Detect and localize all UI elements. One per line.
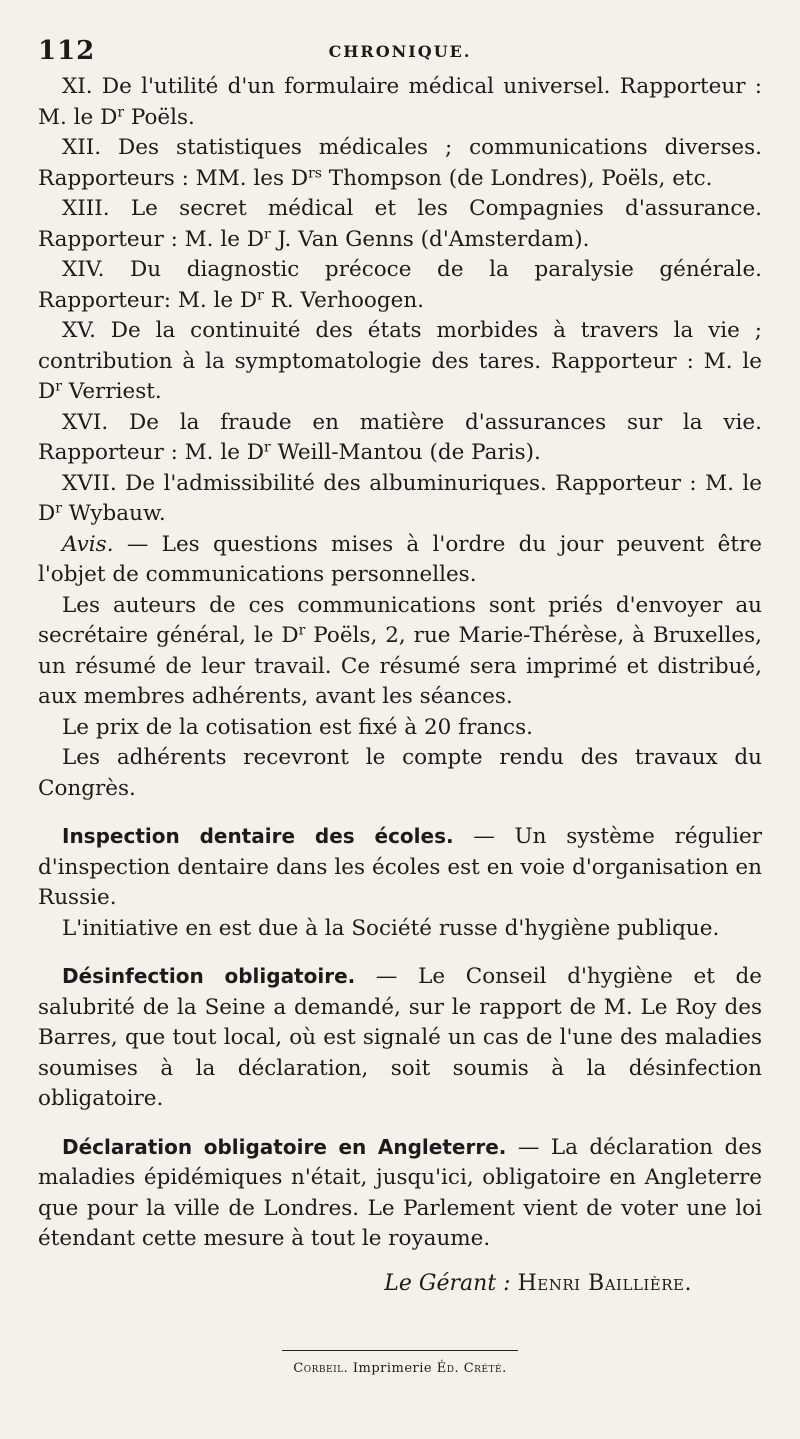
agenda-item-xi: XI. De l'utilité d'un formulaire médical universel. Rapporteur : M. le $D^r$ Poëls.: [38, 74, 762, 130]
imprint-city: Corbeil.: [293, 1360, 349, 1376]
agenda-item-xvii: XVII. De l'admissibilité des albuminuriques. Rapporteur : M. le $D^r$ Wybauw.: [38, 470, 762, 526]
signature-title: Le Gérant :: [384, 1270, 511, 1296]
cotisation-paragraph: Le prix de la cotisation est fixé à 20 francs.: [62, 714, 533, 740]
note-declaration-angleterre: Déclaration obligatoire en Angleterre. — La déclaration des maladies épidémiques n'était, jusqu'ici, obligatoire en Angleterre que pour la ville de Londres. Le Parlement vient de voter une loi étendant cette mesure à tout le royaume.: [38, 1134, 763, 1251]
note-heading: Inspection dentaire des écoles.: [62, 824, 454, 848]
agenda-item-xiii: XIII. Le secret médical et les Compagnies d'assurance. Rapporteur : M. le $D^r$ J. Van Genns (d'Amsterdam).: [38, 196, 762, 252]
adherents-paragraph: Les adhérents recevront le compte rendu des travaux du Congrès.: [38, 745, 762, 801]
note-inspection-dentaire: Inspection dentaire des écoles. — Un système régulier d'inspection dentaire dans les écoles est en voie d'organisation en Russie.: [38, 824, 762, 910]
authors-paragraph: Les auteurs de ces communications sont priés d'envoyer au secrétaire général, le $D^r$ Poëls, 2, rue Marie-Thérèse, à Bruxelles, un résumé de leur travail. Ce résumé sera imprimé et distribué, aux membres adhérents, avant les séances.: [38, 592, 762, 709]
agenda-item-xii: XII. Des statistiques médicales ; communications diverses. Rapporteurs : MM. les $D^{rs}$ Thompson (de Londres), Poëls, etc.: [38, 135, 762, 191]
printer-imprint: Corbeil. Imprimerie Éd. Crété.: [293, 1360, 507, 1376]
note-heading: Déclaration obligatoire en Angleterre.: [62, 1134, 507, 1159]
signature-name: Henri Baillière.: [517, 1270, 692, 1296]
avis-paragraph: Avis. — Les questions mises à l'ordre du jour peuvent être l'objet de communications personnelles.: [38, 531, 762, 587]
avis-label: Avis.: [62, 531, 114, 557]
page-number: 112: [38, 36, 96, 66]
agenda-item-xv: XV. De la continuité des états morbides à travers la vie ; contribution à la symptomatologie des tares. Rapporteur : M. le $D^r$ Verriest.: [38, 318, 762, 404]
running-head: [38, 28, 762, 72]
running-title: CHRONIQUE.: [328, 42, 472, 61]
article-body: [38, 72, 762, 1255]
footer-rule: [282, 1350, 518, 1351]
note-desinfection: Désinfection obligatoire. — Le Conseil d'hygiène et de salubrité de la Seine a demandé, sur le rapport de M. Le Roy des Barres, que tout local, où est signalé un cas de l'une des maladies soumises à la déclaration, soit soumis à la désinfection obligatoire.: [38, 964, 762, 1111]
signature: [38, 1271, 762, 1296]
note-heading: Désinfection obligatoire.: [62, 964, 356, 988]
agenda-item-xiv: XIV. Du diagnostic précoce de la paralysie générale. Rapporteur: M. le $D^r$ R. Verhoogen.: [38, 257, 762, 313]
agenda-item-xvi: XVI. De la fraude en matière d'assurances sur la vie. Rapporteur : M. le $D^r$ Weill-Mantou (de Paris).: [38, 409, 762, 465]
note-inspection-continuation: L'initiative en est due à la Société russe d'hygiène publique.: [62, 915, 720, 941]
imprint-printer: Éd. Crété.: [436, 1360, 507, 1376]
